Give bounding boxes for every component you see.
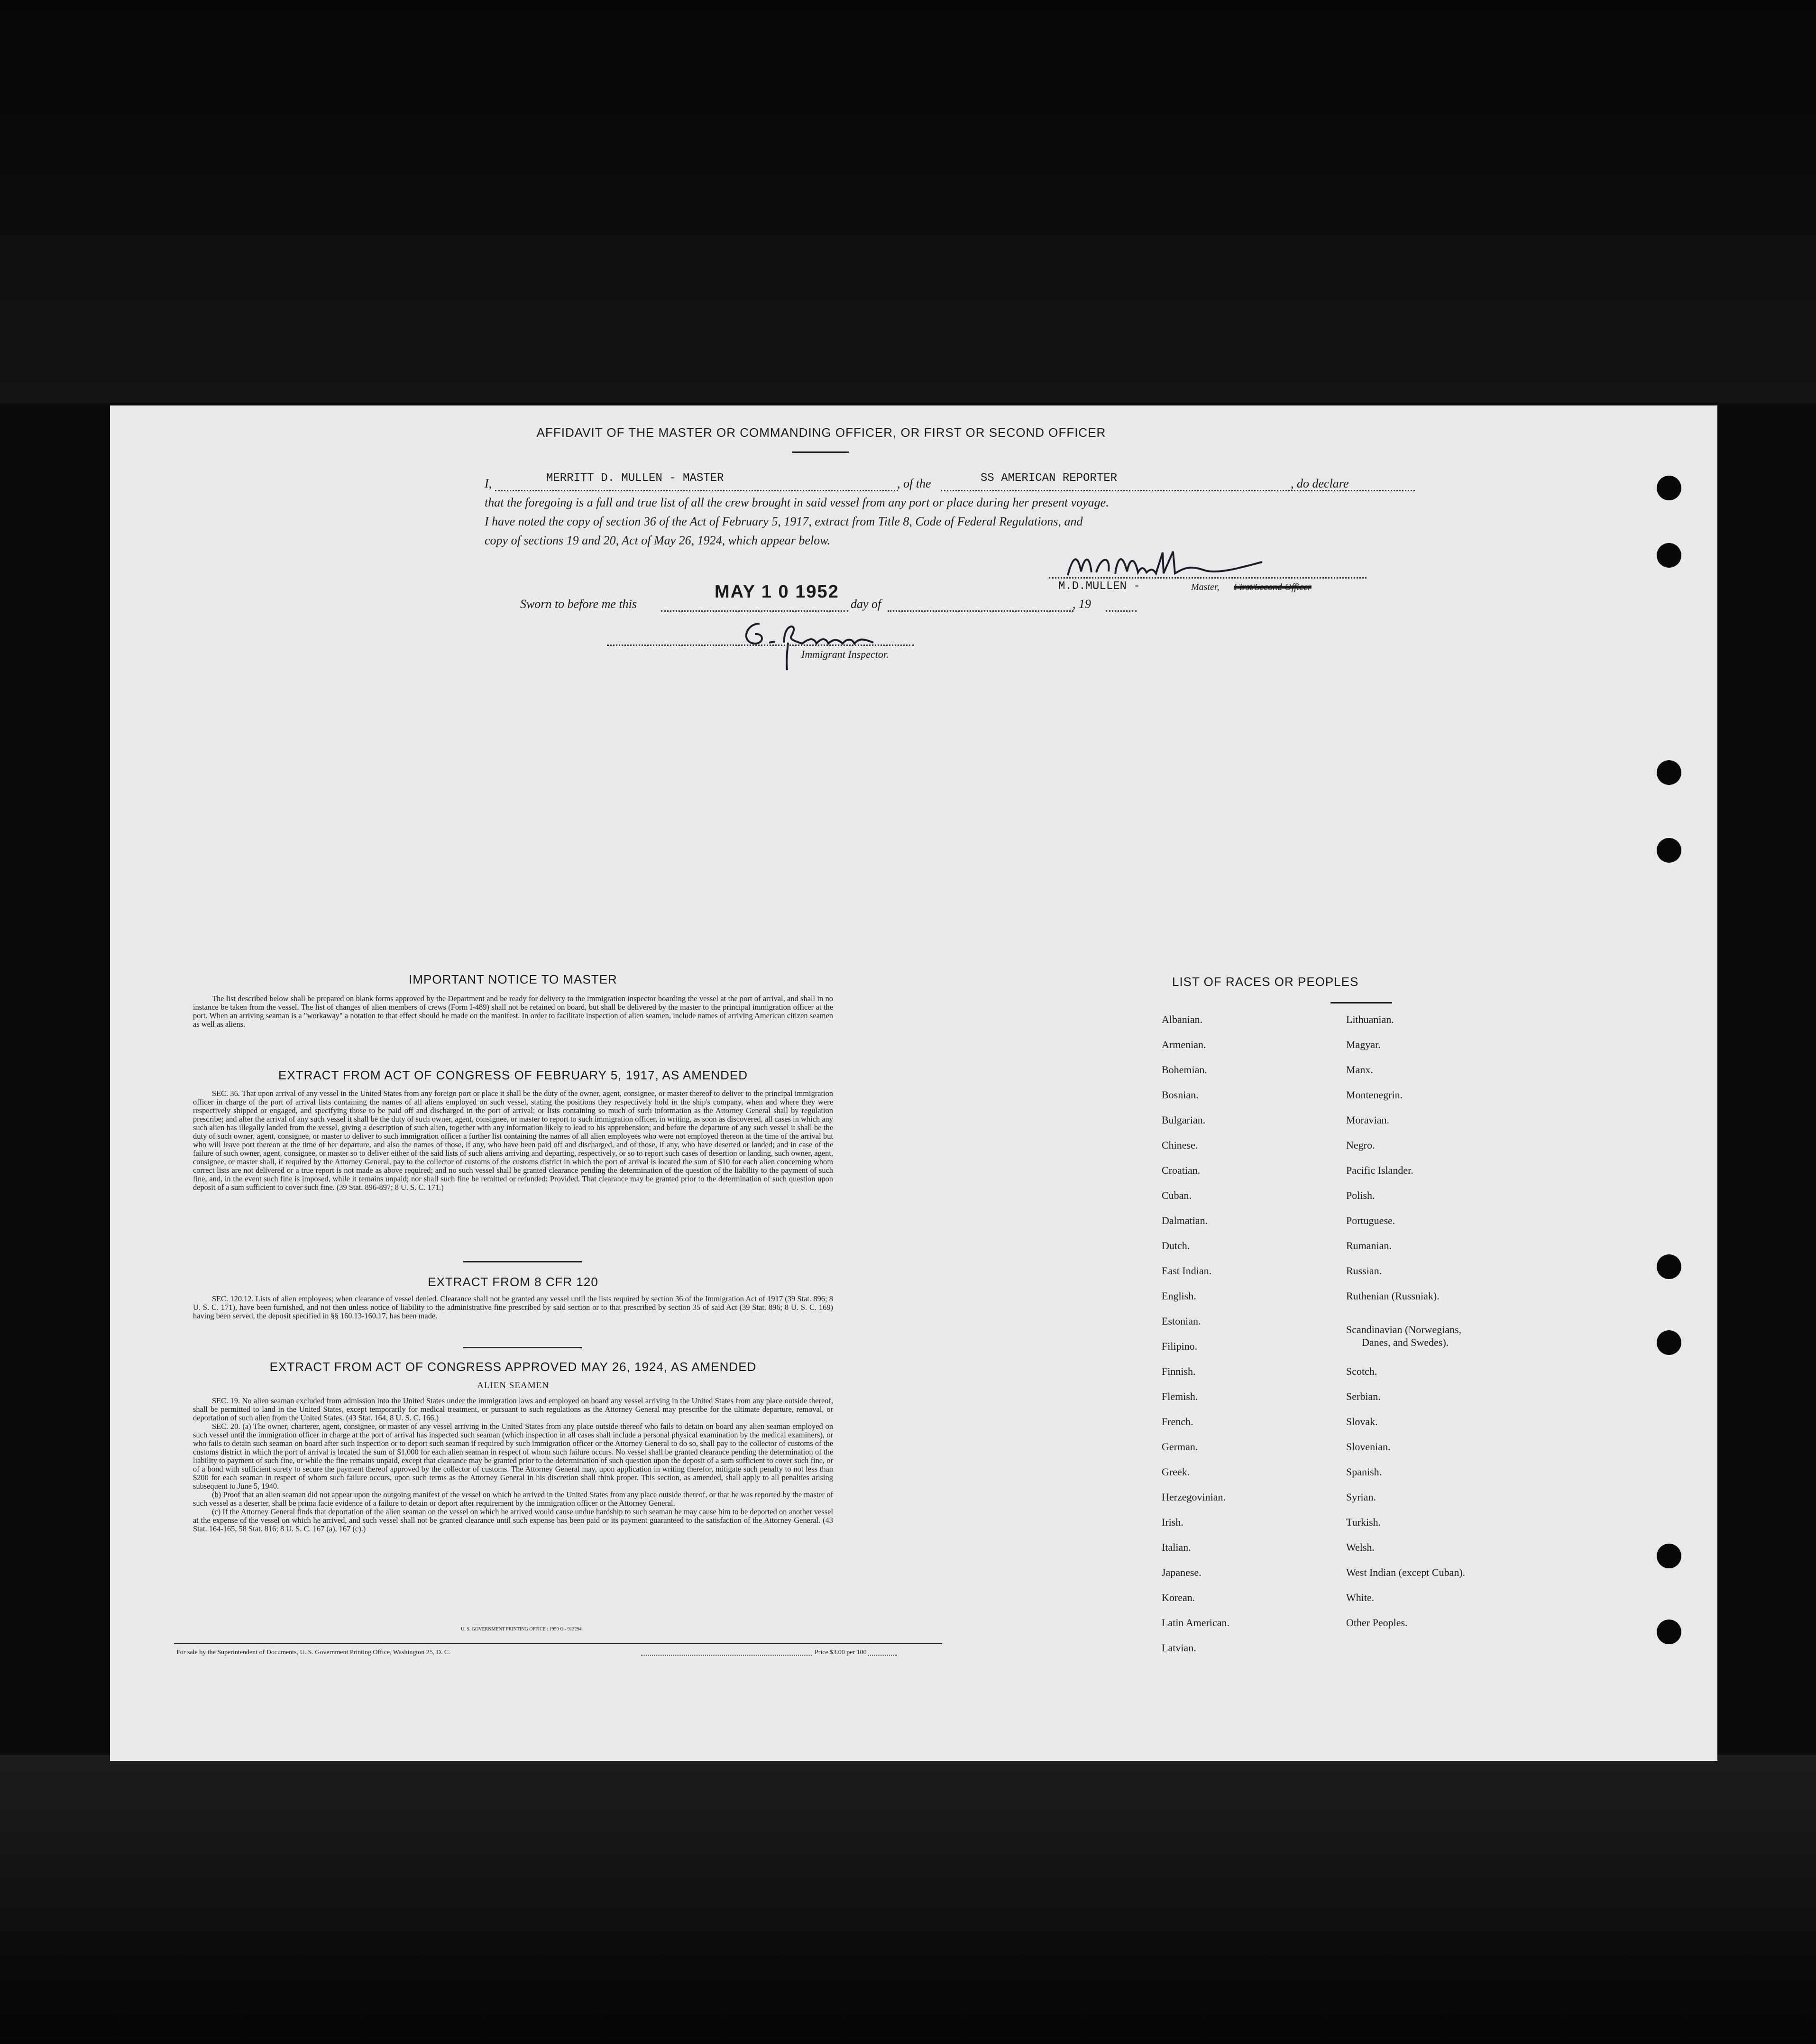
master-title-label: Master, <box>1191 582 1220 592</box>
race-item: Chinese. <box>1162 1139 1198 1151</box>
day-of-label: day of <box>851 597 881 611</box>
race-item: Slovak. <box>1346 1416 1378 1427</box>
notice-text: The list described below shall be prepared on blank forms approved by the Department and be ready for delivery to the immigration inspector boarding the vessel at the port of arrival, and shall in no instance be taken from the vessel. The list of changes of alien members of crews (Form I-489) shall not be retained on board, but shall be delivered by the master to the principal immigration officer at the port. When an arriving seaman is a "workaway" a notation to that effect should be made on the manifest. In order to facilitate inspection of alien seamen, include names of arriving American citizen seamen as well as aliens. <box>193 994 833 1029</box>
race-item: Polish. <box>1346 1189 1375 1201</box>
inspector-label: Immigrant Inspector. <box>801 648 889 660</box>
race-item: Scandinavian (Norwegians, <box>1346 1324 1462 1335</box>
inspector-signature <box>731 614 888 671</box>
race-item: East Indian. <box>1162 1265 1212 1277</box>
race-item: Estonian. <box>1162 1315 1201 1327</box>
race-item: French. <box>1162 1416 1193 1427</box>
gpo-imprint: U. S. GOVERNMENT PRINTING OFFICE : 1950 O - 913294 <box>461 1627 582 1632</box>
section-divider <box>463 1347 582 1348</box>
race-item: Dalmatian. <box>1162 1215 1208 1226</box>
race-item: Latin American. <box>1162 1617 1229 1629</box>
race-item: Greek. <box>1162 1466 1190 1478</box>
document-page <box>110 405 1717 1761</box>
scan-bottom-margin <box>0 1755 1816 2044</box>
sworn-label: Sworn to before me this <box>520 597 637 611</box>
race-item: Moravian. <box>1346 1114 1390 1126</box>
punch-hole <box>1657 1620 1681 1644</box>
race-item: Danes, and Swedes). <box>1362 1336 1449 1348</box>
race-item: Flemish. <box>1162 1390 1198 1402</box>
extract-1924-subtitle: ALIEN SEAMEN <box>477 1381 549 1390</box>
do-declare-label: , do declare <box>1291 477 1349 490</box>
extract-1924-title: EXTRACT FROM ACT OF CONGRESS APPROVED MAY 26, 1924, AS AMENDED <box>269 1360 757 1374</box>
footer-rule <box>174 1643 942 1644</box>
race-item: Armenian. <box>1162 1039 1206 1050</box>
race-item: Filipino. <box>1162 1340 1198 1352</box>
race-item: Albanian. <box>1162 1013 1203 1025</box>
race-item: Serbian. <box>1346 1390 1381 1402</box>
notice-title: IMPORTANT NOTICE TO MASTER <box>409 972 617 986</box>
race-item: English. <box>1162 1290 1196 1302</box>
extract-cfr-text: SEC. 120.12. Lists of alien employees; when clearance of vessel denied. Clearance shall not be granted any vessel until the lists required by section 36 of the Immigration Act of 1917 (39 Stat. 896; 8 U. S. C. 171), have been furnished, and not then unless notice of liability to the administrative fine prescribed by said section or to that prescribed by section 35 of said Act (39 Stat. 896; 8 U. S. C. 169) having been served, the deposit specified in §§ 160.13-160.17, has been made. <box>193 1294 833 1320</box>
extract-1917-text: SEC. 36. That upon arrival of any vessel in the United States from any foreign port or place it shall be the duty of the owner, agent, consignee, or master thereof to deliver to the principal immigration officer in charge of the port of arrival lists containing the names of all aliens employed on such vessel, stating the positions they respectively hold in the ship's company, when and where they were respectively shipped or engaged, and specifying those to be paid off and discharged in the port of arrival; or lists containing so much of such information as the Attorney General shall by regulation prescribe; and after the arrival of any such vessel it shall be the duty of such owner, agent, consignee, or master to report to such immigration officer, in writing, as soon as discovered, all cases in which any such alien has illegally landed from the vessel, giving a description of such alien, together with any information likely to lead to his apprehension; and before the departure of any such vessel it shall be the duty of such owner, agent, consignee, or master to deliver to such immigration officer a further list containing the names of all alien employees who were not employed thereon at the time of the arrival but who will leave port thereon at the time of her departure, and also the names of those, if any, who have been paid off and discharged, and of those, if any, who have deserted or landed; and in case of the failure of such owner, agent, consignee, or master so to deliver either of the said lists of such aliens arriving and departing, respectively, or so to report such cases of desertion or landing, such owner, agent, consignee, or master shall, if required by the Attorney General, pay to the collector of customs of the customs district in which the port of arrival is located the sum of $10 for each alien concerning whom correct lists are not delivered or a true report is not made as above required; and no such vessel shall be granted clearance pending the determination of the question of the liability to the payment of such fine, and, in the event such fine is imposed, while it remains unpaid; nor shall such fine be remitted or refunded: Provided, That clearance may be granted prior to the determination of such question upon deposit of a sum sufficient to cover such fine. (39 Stat. 896-897; 8 U. S. C. 171.) <box>193 1089 833 1192</box>
race-item: Negro. <box>1346 1139 1375 1151</box>
race-item: Italian. <box>1162 1541 1191 1553</box>
races-title: LIST OF RACES OR PEOPLES <box>1172 975 1359 989</box>
race-item: Dutch. <box>1162 1240 1190 1252</box>
race-item: Bosnian. <box>1162 1089 1199 1101</box>
race-item: West Indian (except Cuban). <box>1346 1566 1466 1578</box>
for-sale-line: For sale by the Superintendent of Documents, U. S. Government Printing Office, Washington 25, D. C. <box>176 1649 450 1656</box>
affidavit-line-4: copy of sections 19 and 20, Act of May 26, 1924, which appear below. <box>485 534 831 547</box>
extract-1917-title: EXTRACT FROM ACT OF CONGRESS OF FEBRUARY 5, 1917, AS AMENDED <box>278 1068 748 1082</box>
of-the-label: , of the <box>897 477 931 490</box>
race-item: Welsh. <box>1346 1541 1375 1553</box>
extract-1924-text: SEC. 19. No alien seaman excluded from admission into the United States under the immigration laws and employed on board any vessel arriving in the United States from any place outside thereof, shall be permitted to land in the United States, except temporarily for medical treatment, or pursuant to such regulations as the Attorney General may prescribe for the ultimate departure, removal, or deportation of such alien from the United States. (43 Stat. 164, 8 U. S. C. 166.) SEC. 20. (a) The owner, charterer, agent, consignee, or master of any vessel arriving in the United States from any place outside thereof who fails to detain on board any alien seaman employed on such vessel until the immigration officer in charge at the port of arrival has inspected such seaman (which inspection in all cases shall include a personal physical examination by the medical examiners), or who fails to detain such seaman on board after such inspection or to deport such seaman if required by such immigration officer or the Attorney General to do so, shall pay to the collector of customs of the customs district in which the port of arrival is located the sum of $1,000 for each alien seaman in respect of whom such failure occurs. No vessel shall be granted clearance pending the determination of the liability to payment of such fine, or while the fine remains unpaid, except that clearance may be granted prior to the determination of such question upon the deposit of a sum sufficient to cover such fine, or of a bond with sufficient surety to secure the payment thereof approved by the collector of customs. The Attorney General may, upon application in writing therefor, mitigate such penalty to not less than $200 for each seaman in respect of whom such failure occurs, upon such terms as the Attorney General in his discretion shall think proper. This section, as amended, shall apply to all penalties arising subsequent to June 5, 1940. (b) Proof that an alien seaman did not appear upon the outgoing manifest of the vessel on which he arrived in the United States from any place outside thereof, or that he was reported by the master of such vessel as a deserter, shall be prima facie evidence of a failure to detain or deport after requirement by the immigration officer or the Attorney General. (c) If the Attorney General finds that deportation of the alien seaman on the vessel on which he arrived would cause undue hardship to such seaman he may cause him to be deported on another vessel at the expense of the vessel on which he arrived, and such vessel shall not be granted clearance until such expense has been paid or its payment guaranteed to the satisfaction of the Attorney General. (43 Stat. 164-165, 58 Stat. 816; 8 U. S. C. 167 (a), 167 (c).) <box>193 1396 833 1533</box>
scan-top-margin <box>0 0 1816 403</box>
punch-hole <box>1657 1544 1681 1568</box>
race-item: Magyar. <box>1346 1039 1381 1050</box>
punch-hole <box>1657 838 1681 863</box>
race-item: Croatian. <box>1162 1164 1201 1176</box>
race-item: Ruthenian (Russniak). <box>1346 1290 1440 1302</box>
sworn-date-stamp: MAY 1 0 1952 <box>715 582 839 602</box>
race-item: Bulgarian. <box>1162 1114 1206 1126</box>
race-item: Syrian. <box>1346 1491 1376 1503</box>
price-line: Price $3.00 per 100 <box>812 1649 867 1657</box>
race-item: German. <box>1162 1441 1198 1453</box>
punch-hole <box>1657 543 1681 568</box>
race-item: Lithuanian. <box>1346 1013 1394 1025</box>
title-divider <box>792 451 849 453</box>
race-item: Bohemian. <box>1162 1064 1207 1076</box>
punch-hole <box>1657 760 1681 785</box>
races-divider <box>1330 1002 1392 1004</box>
affidavit-title: AFFIDAVIT OF THE MASTER OR COMMANDING OFFICER, OR FIRST OR SECOND OFFICER <box>536 425 1106 440</box>
section-divider <box>463 1261 582 1262</box>
race-item: Spanish. <box>1346 1466 1382 1478</box>
race-item: Pacific Islander. <box>1346 1164 1413 1176</box>
race-item: Montenegrin. <box>1346 1089 1403 1101</box>
race-item: Portuguese. <box>1346 1215 1395 1226</box>
master-typed-name: M.D.MULLEN - <box>1058 580 1140 593</box>
race-item: Japanese. <box>1162 1566 1201 1578</box>
race-item: Turkish. <box>1346 1516 1381 1528</box>
race-item: Cuban. <box>1162 1189 1192 1201</box>
affidavit-i-label: I, <box>485 477 492 490</box>
struck-officer-label: First/Second Officer <box>1234 582 1312 592</box>
affidavit-line-2: that the foregoing is a full and true list of all the crew brought in said vessel from any port or place during her present voyage. <box>485 496 1109 509</box>
affidavit-line-3: I have noted the copy of section 36 of the Act of February 5, 1917, extract from Title 8, Code of Federal Regulations, and <box>485 515 1083 528</box>
punch-hole <box>1657 1254 1681 1279</box>
race-item: Rumanian. <box>1346 1240 1392 1252</box>
race-item: Latvian. <box>1162 1642 1196 1654</box>
race-item: Other Peoples. <box>1346 1617 1408 1629</box>
race-item: Irish. <box>1162 1516 1183 1528</box>
race-item: Korean. <box>1162 1592 1195 1603</box>
race-item: Russian. <box>1346 1265 1382 1277</box>
race-item: White. <box>1346 1592 1375 1603</box>
declarant-name: MERRITT D. MULLEN - MASTER <box>546 472 724 485</box>
year-label: , 19 <box>1073 597 1091 611</box>
punch-hole <box>1657 476 1681 500</box>
punch-hole <box>1657 1330 1681 1355</box>
extract-cfr-title: EXTRACT FROM 8 CFR 120 <box>428 1275 598 1289</box>
race-item: Finnish. <box>1162 1365 1196 1377</box>
race-item: Slovenian. <box>1346 1441 1391 1453</box>
vessel-name: SS AMERICAN REPORTER <box>981 472 1118 485</box>
race-item: Herzegovinian. <box>1162 1491 1226 1503</box>
race-item: Manx. <box>1346 1064 1373 1076</box>
race-item: Scotch. <box>1346 1365 1377 1377</box>
